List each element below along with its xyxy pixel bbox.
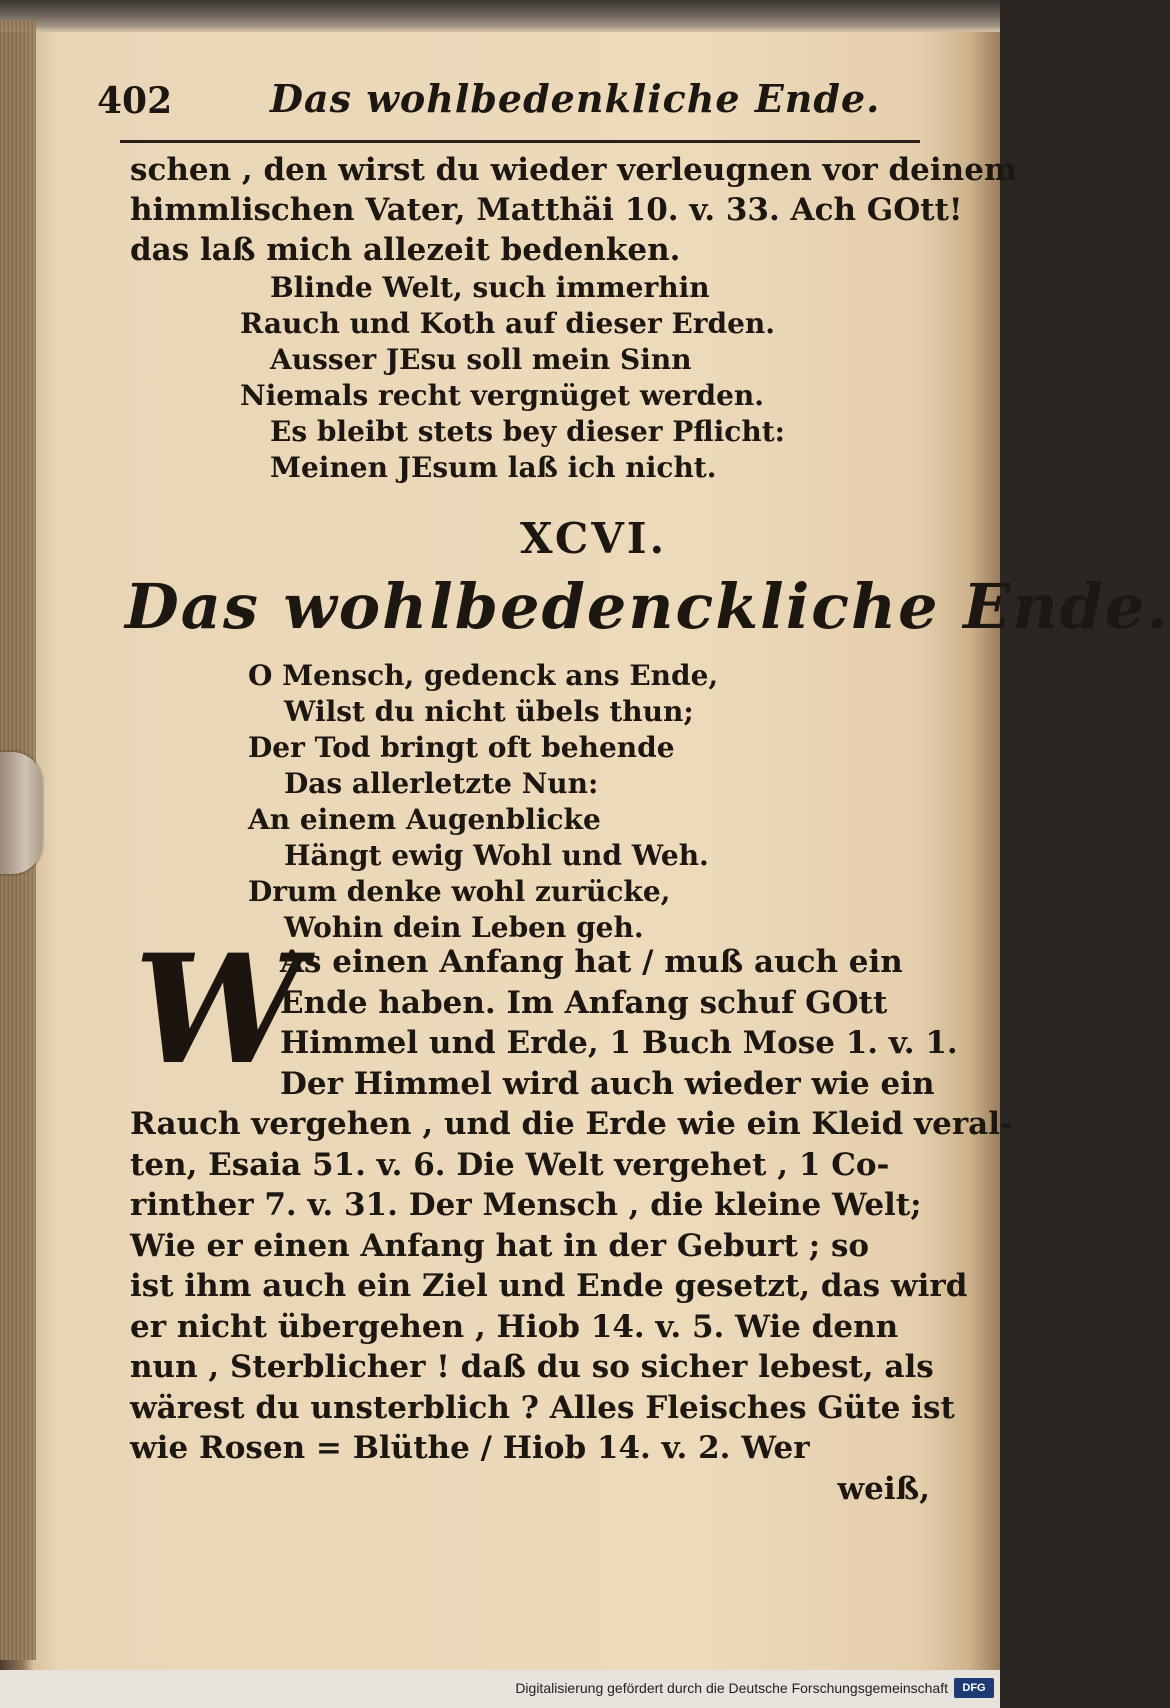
body-line: er nicht übergehen , Hiob 14. v. 5. Wie denn — [130, 1308, 899, 1345]
verse-line: O Mensch, gedenck ans Ende, — [248, 659, 719, 692]
header-rule — [120, 140, 920, 146]
verse-line: Das allerletzte Nun: — [284, 767, 599, 800]
verse-line: Der Tod bringt oft behende — [248, 731, 675, 764]
printed-page — [97, 70, 1170, 1640]
verse-line: An einem Augenblicke — [248, 803, 601, 836]
body-line: Himmel und Erde, 1 Buch Mose 1. v. 1. — [280, 1025, 958, 1061]
verse-line: Es bleibt stets bey dieser Pflicht: — [270, 415, 785, 448]
body-line: rinther 7. v. 31. Der Mensch , die kleine Welt; — [130, 1187, 922, 1223]
prose-line: himmlischen Vater, Matthäi 10. v. 33. Ach GOtt! — [130, 192, 963, 228]
opening-prose — [130, 150, 1017, 270]
running-title: Das wohlbedenkliche Ende. — [270, 76, 881, 121]
hymn-title: Das wohlbedenckliche Ende. — [125, 570, 1170, 643]
footer-credit: Digitalisierung gefördert durch die Deutsche Forschungsgemeinschaft — [515, 1680, 948, 1696]
dfg-logo: DFG — [954, 1678, 994, 1698]
verse-line: Niemals recht vergnüget werden. — [240, 379, 764, 412]
verse-line: Wohin dein Leben geh. — [284, 911, 644, 944]
running-head — [97, 76, 940, 140]
prose-line: schen , den wirst du wieder verleugnen vor deinem — [130, 152, 1017, 188]
body-line: Wie er einen Anfang hat in der Geburt ; so — [130, 1227, 870, 1264]
catchword: weiß, — [837, 1470, 930, 1507]
page-top-edge — [0, 0, 1000, 32]
motto-verse — [248, 658, 718, 946]
body-line: Der Himmel wird auch wieder wie ein — [280, 1065, 935, 1102]
body-line: ten, Esaia 51. v. 6. Die Welt vergehet , 1 Co- — [130, 1146, 890, 1183]
body-line: Rauch vergehen , und die Erde wie ein Kleid veral- — [130, 1106, 1013, 1142]
verse-line: Meinen JEsum laß ich nicht. — [270, 451, 717, 484]
page-clip — [0, 752, 42, 874]
verse-line: Rauch und Koth auf dieser Erden. — [240, 307, 776, 340]
verse-line: Wilst du nicht übels thun; — [284, 695, 694, 728]
verse-line: Ausser JEsu soll mein Sinn — [270, 343, 692, 376]
prose-line: das laß mich allezeit bedenken. — [130, 232, 681, 268]
hymn-number: XCVI. — [520, 514, 668, 563]
body-line: wärest du unsterblich ? Alles Fleisches Güte ist — [130, 1389, 955, 1426]
body-line: Ende haben. Im Anfang schuf GOtt — [280, 984, 888, 1021]
body-line: ist ihm auch ein Ziel und Ende gesetzt, das wird — [130, 1268, 968, 1304]
verse-line: Hängt ewig Wohl und Weh. — [284, 839, 709, 872]
body-text — [130, 942, 1013, 1509]
body-line: wie Rosen = Blüthe / Hiob 14. v. 2. Wer — [130, 1430, 810, 1466]
verse-line: Blinde Welt, such immerhin — [270, 271, 710, 304]
verse-line: Drum denke wohl zurücke, — [248, 875, 671, 908]
body-line: nun , Sterblicher ! daß du so sicher lebest, als — [130, 1349, 934, 1385]
page-number: 402 — [97, 80, 173, 122]
stanza-one — [240, 270, 785, 486]
digitization-footer — [0, 1670, 1000, 1708]
initial-letter: W — [134, 922, 303, 1098]
body-line: As einen Anfang hat / muß auch ein — [280, 944, 903, 980]
